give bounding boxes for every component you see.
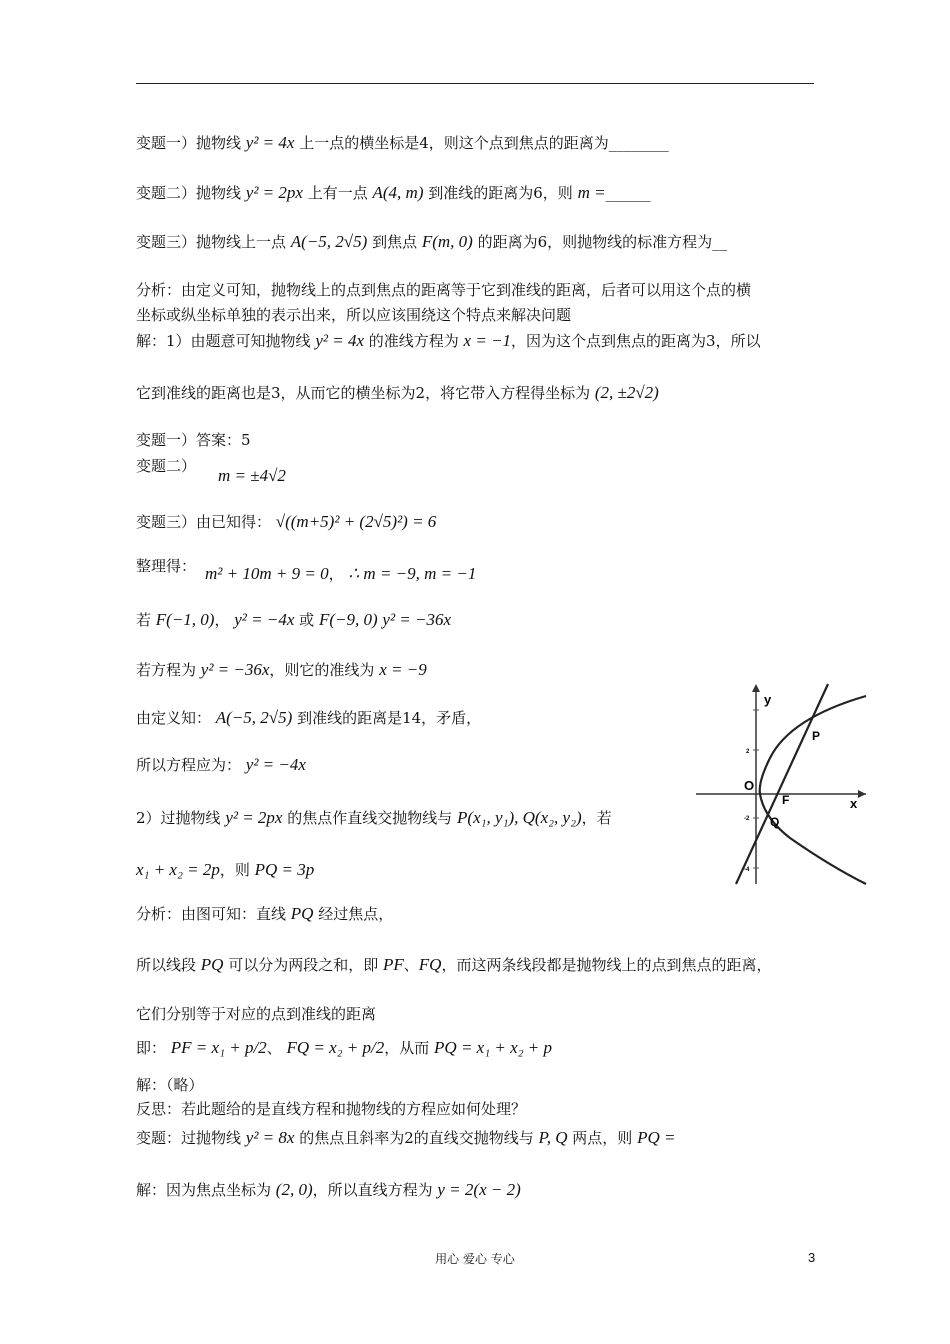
text-line-ans1 xyxy=(136,430,251,450)
svg-text:2: 2 xyxy=(746,749,750,755)
text-run: 变题三）由已知得： xyxy=(136,513,276,531)
text-run: 变题一）答案：5 xyxy=(136,431,251,449)
text-line-lue xyxy=(136,1075,204,1095)
text-line-ruo xyxy=(136,610,451,630)
text-run: ，从而 xyxy=(384,1039,435,1057)
x-axis-label: x xyxy=(850,796,858,811)
math-expression: PF = x₁ + p/2 xyxy=(170,1038,267,1057)
text-run: 、 xyxy=(403,956,419,974)
text-line-ans2 xyxy=(136,456,196,476)
text-line-sx xyxy=(136,955,771,975)
math-expression: FQ xyxy=(418,955,442,974)
math-expression: A(−5, 2√5) xyxy=(290,232,368,251)
math-expression: y² = −36x xyxy=(200,660,270,679)
text-run: 若 xyxy=(136,611,156,629)
text-run: 经过焦点， xyxy=(313,905,394,923)
text-run: 反思：若此题给的是直线方程和抛物线的方程应如何处理？ xyxy=(136,1100,527,1118)
text-run: 变题三）抛物线上一点 xyxy=(136,233,291,251)
math-expression: PQ xyxy=(200,955,224,974)
math-expression: x₁ + x₂ = 2p xyxy=(136,860,220,879)
text-run: 它到准线的距离也是3，从而它的横坐标为2，将它带入方程得坐标为 xyxy=(136,384,595,402)
math-expression: m = ±4√2 xyxy=(218,466,286,485)
math-expression: F(−1, 0) xyxy=(155,610,215,629)
text-run: 的距离为6，则抛物线的标准方程为__ xyxy=(472,233,728,251)
point-p-label: P xyxy=(812,729,821,743)
math-expression: y² = 4x xyxy=(245,133,295,152)
text-line-fs xyxy=(136,1099,526,1119)
text-run: ， xyxy=(214,611,235,629)
text-run: 可以分为两段之和，即 xyxy=(223,956,383,974)
text-run: ，所以直线方程为 xyxy=(312,1181,438,1199)
text-line-s1 xyxy=(136,331,761,351)
text-line-v1 xyxy=(136,133,669,153)
math-expression: PQ xyxy=(290,904,314,923)
text-run: ， xyxy=(328,565,349,583)
math-expression: ∴ m = −9, m = −1 xyxy=(348,564,477,583)
text-run: 的准线方程为 xyxy=(364,332,464,350)
focus-label: F xyxy=(782,793,790,807)
math-expression: m = xyxy=(577,183,606,202)
origin-label: O xyxy=(744,778,755,793)
math-expression: x = −9 xyxy=(379,660,427,679)
text-run: ，因为这个点到焦点的距离为3，所以 xyxy=(511,332,761,350)
math-expression: (2, 0) xyxy=(275,1180,313,1199)
text-run: 变题一）抛物线 xyxy=(136,134,246,152)
text-line-fx xyxy=(136,904,393,924)
text-run: 或 xyxy=(294,611,319,629)
y-axis-label: y xyxy=(764,692,772,707)
math-expression: y² = −36x xyxy=(382,610,452,629)
svg-text:-2: -2 xyxy=(744,816,750,822)
math-expression: y² = −4x xyxy=(245,755,306,774)
text-run: 变题：过抛物线 xyxy=(136,1129,246,1147)
answer-blank: ________ xyxy=(608,134,669,152)
text-line-s2 xyxy=(136,383,659,403)
math-expression: PQ = xyxy=(637,1128,676,1147)
math-expression: PQ = x₁ + x₂ + p xyxy=(434,1038,553,1057)
page-footer: 用心 爱心 专心 xyxy=(435,1252,515,1266)
text-line-ans3 xyxy=(136,512,436,532)
text-run: 即： xyxy=(136,1039,171,1057)
text-run: 所以线段 xyxy=(136,956,201,974)
text-run: 解：1）由题意可知抛物线 xyxy=(136,332,316,350)
text-run: 2）过抛物线 xyxy=(136,809,226,827)
math-expression: y² = 4x xyxy=(315,331,364,350)
math-expression: √((m+5)² + (2√5)²) = 6 xyxy=(275,512,437,531)
text-run: 坐标或纵坐标单独的表示出来，所以应该围绕这个特点来解决问题 xyxy=(136,306,572,324)
text-run: 的焦点作直线交抛物线与 xyxy=(282,809,458,827)
text-run: 由定义知： xyxy=(136,709,216,727)
text-line-p2 xyxy=(136,808,612,828)
text-run: 解：（略） xyxy=(136,1076,204,1094)
text-line-ydz xyxy=(136,708,481,728)
math-expression: F(−9, 0) xyxy=(318,610,378,629)
x-axis-arrow-icon xyxy=(858,790,866,798)
text-line-ans2m xyxy=(218,466,286,486)
math-expression: y² = 8x xyxy=(245,1128,295,1147)
text-run: 、 xyxy=(266,1039,287,1057)
text-run: ，则 xyxy=(219,861,255,879)
text-run: 两点，则 xyxy=(567,1129,638,1147)
text-run: 变题二）抛物线 xyxy=(136,184,246,202)
text-run: 整理得： xyxy=(136,557,197,575)
math-expression: P(x₁, y₁), Q(x₂, y₂) xyxy=(457,808,582,827)
math-expression: PF xyxy=(383,955,404,974)
math-expression: F(m, 0) xyxy=(421,232,473,251)
text-line-a2 xyxy=(136,305,571,325)
text-line-zlm xyxy=(205,564,476,584)
text-run: 上一点的横坐标是4，则这个点到焦点的距离为 xyxy=(294,134,609,152)
text-run: ，而这两条线段都是抛物线上的点到焦点的距离， xyxy=(441,956,772,974)
text-run: ，则它的准线为 xyxy=(269,661,380,679)
text-line-sy xyxy=(136,755,306,775)
text-run: 它们分别等于对应的点到准线的距离 xyxy=(136,1005,377,1023)
text-run: 的焦点且斜率为2的直线交抛物线与 xyxy=(294,1129,539,1147)
math-expression: (2, ±2√2) xyxy=(594,383,659,402)
text-run: 到焦点 xyxy=(367,233,422,251)
text-line-v3 xyxy=(136,232,727,252)
text-run: 分析：由定义可知，抛物线上的点到焦点的距离等于它到准线的距离，后者可以用这个点的横 xyxy=(136,281,752,299)
text-run: 变题二） xyxy=(136,457,197,475)
text-run: 若方程为 xyxy=(136,661,201,679)
point-q-label: Q xyxy=(770,815,780,829)
math-expression: PQ = 3p xyxy=(254,860,315,879)
text-run: 分析：由图可知：直线 xyxy=(136,905,291,923)
parabola-curve xyxy=(760,696,866,884)
math-expression: A(4, m) xyxy=(372,183,424,202)
text-run: 解：因为焦点坐标为 xyxy=(136,1181,276,1199)
answer-blank: ______ xyxy=(605,184,651,202)
text-line-v2 xyxy=(136,183,651,203)
text-line-tm xyxy=(136,1004,376,1024)
svg-text:-4: -4 xyxy=(744,867,750,873)
text-line-a1 xyxy=(136,280,751,300)
page-number: 3 xyxy=(808,1250,816,1265)
math-expression: P, Q xyxy=(538,1128,568,1147)
text-line-bt xyxy=(136,1128,675,1148)
text-line-ji xyxy=(136,1038,552,1058)
text-line-jf xyxy=(136,1180,521,1200)
math-expression: A(−5, 2√5) xyxy=(215,708,293,727)
math-expression: y² = −4x xyxy=(234,610,295,629)
math-expression: y² = 2px xyxy=(225,808,283,827)
text-run: 到准线的距离为6，则 xyxy=(423,184,578,202)
text-run: 到准线的距离是14，矛盾， xyxy=(292,709,482,727)
header-rule xyxy=(136,83,814,84)
math-expression: y = 2(x − 2) xyxy=(437,1180,521,1199)
math-expression: y² = 2px xyxy=(245,183,303,202)
y-axis-arrow-icon xyxy=(752,684,760,692)
text-run: 上有一点 xyxy=(302,184,373,202)
math-expression: x = −1 xyxy=(463,331,512,350)
text-line-p2b xyxy=(136,860,314,880)
text-run: ，若 xyxy=(581,809,612,827)
text-run: 所以方程应为： xyxy=(136,756,246,774)
text-line-ruo2 xyxy=(136,660,427,680)
math-expression: m² + 10m + 9 = 0 xyxy=(205,564,329,583)
math-expression: FQ = x₂ + p/2 xyxy=(286,1038,385,1057)
parabola-graph xyxy=(690,678,870,888)
text-line-zl xyxy=(136,556,196,576)
